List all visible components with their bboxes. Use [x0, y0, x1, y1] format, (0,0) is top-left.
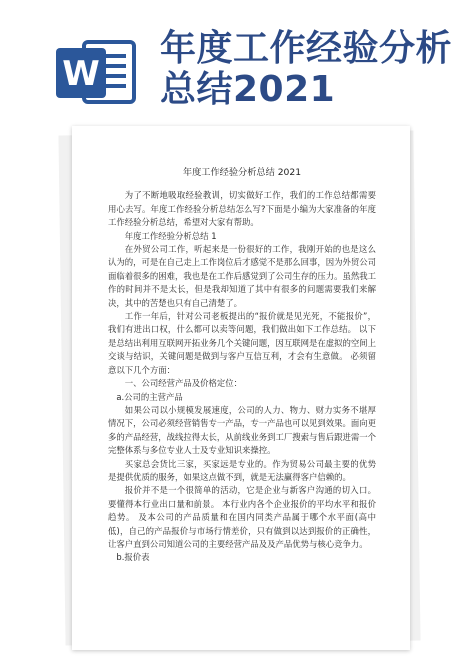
document-title: 年度工作经验分析总结 2021 — [182, 167, 302, 178]
banner-title-line1: 年度工作经验分析 — [160, 28, 453, 69]
document-body — [108, 166, 376, 565]
logo-letter: W — [62, 54, 100, 94]
document-page — [72, 126, 410, 650]
paragraph: 报价并不是一个很简单的活动，它是企业与新客户沟通的切入口。要懂得本行业出口量和前景。 本行业内各个企业报价的平均水平和报价趋势。 及本公司的产品质量和在国内同类产品属于哪个水平面(高中低)，自己的产品报价与市场行情差价，只有做到以达到报价的正确性，让客户直到公司知道公司的主要经营产品及及产品优势与核心竞争力。 — [108, 485, 376, 549]
paragraph: b.报价表 — [116, 552, 150, 563]
paragraph: 年度工作经验分析总结 1 — [124, 230, 217, 241]
paragraph: 如果公司以小规模发展速度，公司的人力、物力、财力实务不堪厚情况下，公司必须经营销售专一产品，专一产品也可以见到效果。面向更多的产品经营，战线拉得太长，从前线业务到工厂搜索与售后跟进需一个完整体系与多位专业人士及专业知识来操控。 — [108, 404, 376, 456]
paragraph: 在外贸公司工作，听起来是一份很好的工作，我刚开始的也是这么认为的，可是在自己走上工作岗位后才感觉不是那么回事，因为外贸公司面临着很多的困难，我也是在工作后感觉到了公司生存的压力。虽然我工作的时间并不是太长，但是我却知道了其中有很多的问题需要我们来解决，其中的苦楚也只有自己清楚了。 — [108, 244, 376, 308]
header-banner — [0, 0, 474, 118]
paragraph-list — [108, 189, 376, 564]
paragraph: 工作一年后，针对公司老板提出的“报价就是见光死，不能报价”，我们有进出口权，什么都可以卖等问题，我们做出如下工作总结。 以下是总结出利用互联网开拓业务几个关键问题，因互联网是在虚拟的空间上交谈与结识，关键问题是做到与客户互信互利，才会有生意做。 必须留意以下几个方面： — [108, 311, 376, 375]
banner-title — [160, 28, 452, 110]
paragraph: 一、公司经营产品及价格定位： — [124, 378, 243, 389]
paragraph: 为了不断地吸取经验教训，切实做好工作，我们的工作总结都需要用心去写。年度工作经验分析总结怎么写?下面是小编为大家准备的年度工作经验分析总结，希望对大家有帮助。 — [108, 190, 376, 228]
banner-title-line2: 总结2021 — [160, 69, 336, 110]
paragraph: 买家总会货比三家，买家远是专业的。作为贸易公司最主要的优势是提供优质的服务，如果这点做不到，就是无法赢得客户信赖的。 — [108, 458, 376, 482]
paragraph: a.公司的主营产品 — [116, 391, 183, 402]
ms-word-icon — [54, 32, 138, 112]
